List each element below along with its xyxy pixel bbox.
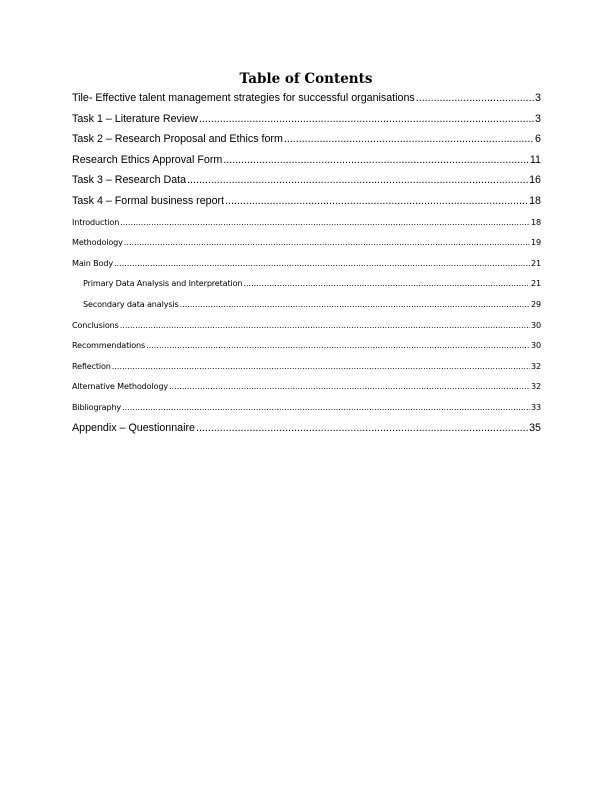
- toc-entry-text: Methodology: [72, 237, 123, 248]
- toc-entry[interactable]: [72, 296, 541, 317]
- toc-leader-dots: [180, 296, 530, 312]
- toc-entry-text: Bibliography: [72, 401, 122, 412]
- toc-entry-text: Recommendations: [72, 340, 146, 351]
- toc-entry-page: 21: [531, 257, 541, 268]
- toc-entry-page: 21: [531, 278, 541, 289]
- toc-leader-dots: [243, 275, 530, 291]
- toc-leader-dots: [120, 317, 530, 333]
- toc-entry-page: 30: [531, 319, 541, 330]
- toc-entry[interactable]: [72, 90, 541, 111]
- toc-entry-text: Task 4 – Formal business report: [72, 194, 225, 207]
- toc-leader-dots: [120, 214, 530, 230]
- toc-title: Table of Contents: [239, 71, 373, 87]
- toc-entry-page: 18: [531, 216, 541, 227]
- toc-leader-dots: [223, 152, 529, 168]
- toc-entry-page: 32: [531, 381, 541, 392]
- toc-leader-dots: [225, 193, 528, 209]
- toc-entry-text: Research Ethics Approval Form: [72, 153, 223, 166]
- toc-leader-dots: [146, 337, 530, 353]
- toc-leader-dots: [169, 378, 530, 394]
- toc-entry[interactable]: [72, 255, 541, 276]
- toc-entry-page: 6: [535, 133, 541, 146]
- toc-entry-text: Appendix – Questionnaire: [72, 421, 195, 434]
- toc-entry-text: Task 3 – Research Data: [72, 174, 187, 187]
- toc-entry[interactable]: [72, 420, 541, 441]
- toc-entry-page: 18: [529, 194, 541, 207]
- toc-leader-dots: [114, 255, 530, 271]
- toc-entry[interactable]: [72, 131, 541, 152]
- toc-entry-page: 30: [531, 340, 541, 351]
- toc-entry[interactable]: [72, 337, 541, 358]
- toc-leader-dots: [112, 358, 530, 374]
- toc-entry-page: 16: [529, 174, 541, 187]
- toc-entry-page: 3: [535, 92, 541, 104]
- toc-entry-text: Reflection: [72, 360, 111, 371]
- toc-leader-dots: [284, 131, 534, 147]
- toc-entry-text: Secondary data analysis: [83, 298, 179, 309]
- toc-list: [72, 90, 541, 440]
- toc-entry-text: Task 1 – Literature Review: [72, 112, 198, 125]
- toc-entry[interactable]: [72, 193, 541, 214]
- toc-entry[interactable]: [72, 214, 541, 235]
- toc-entry-page: 33: [531, 401, 541, 412]
- toc-leader-dots: [199, 111, 534, 127]
- toc-entry[interactable]: [72, 399, 541, 420]
- toc-entry-page: 35: [529, 421, 541, 434]
- toc-leader-dots: [416, 90, 534, 106]
- toc-entry[interactable]: [72, 275, 541, 296]
- toc-entry-page: 11: [529, 153, 541, 166]
- toc-leader-dots: [124, 234, 530, 250]
- toc-entry[interactable]: [72, 152, 541, 173]
- toc-entry-text: Tile- Effective talent management strategies for successful organisations: [72, 92, 415, 104]
- toc-entry[interactable]: [72, 358, 541, 379]
- toc-entry-text: Alternative Methodology: [72, 381, 168, 392]
- toc-entry-text: Conclusions: [72, 319, 119, 330]
- toc-entry[interactable]: [72, 378, 541, 399]
- toc-entry[interactable]: [72, 317, 541, 338]
- toc-entry[interactable]: [72, 172, 541, 193]
- toc-entry-text: Main Body: [72, 257, 113, 268]
- toc-entry-text: Primary Data Analysis and Interpretation: [83, 278, 243, 289]
- toc-leader-dots: [187, 172, 528, 188]
- toc-entry-page: 3: [535, 112, 541, 125]
- toc-entry-page: 19: [531, 237, 541, 248]
- toc-entry[interactable]: [72, 111, 541, 132]
- toc-entry[interactable]: [72, 234, 541, 255]
- toc-entry-page: 32: [531, 360, 541, 371]
- toc-leader-dots: [122, 399, 530, 415]
- toc-leader-dots: [196, 420, 528, 436]
- toc-entry-page: 29: [531, 298, 541, 309]
- toc-entry-text: Task 2 – Research Proposal and Ethics form: [72, 133, 283, 146]
- toc-entry-text: Introduction: [72, 216, 120, 227]
